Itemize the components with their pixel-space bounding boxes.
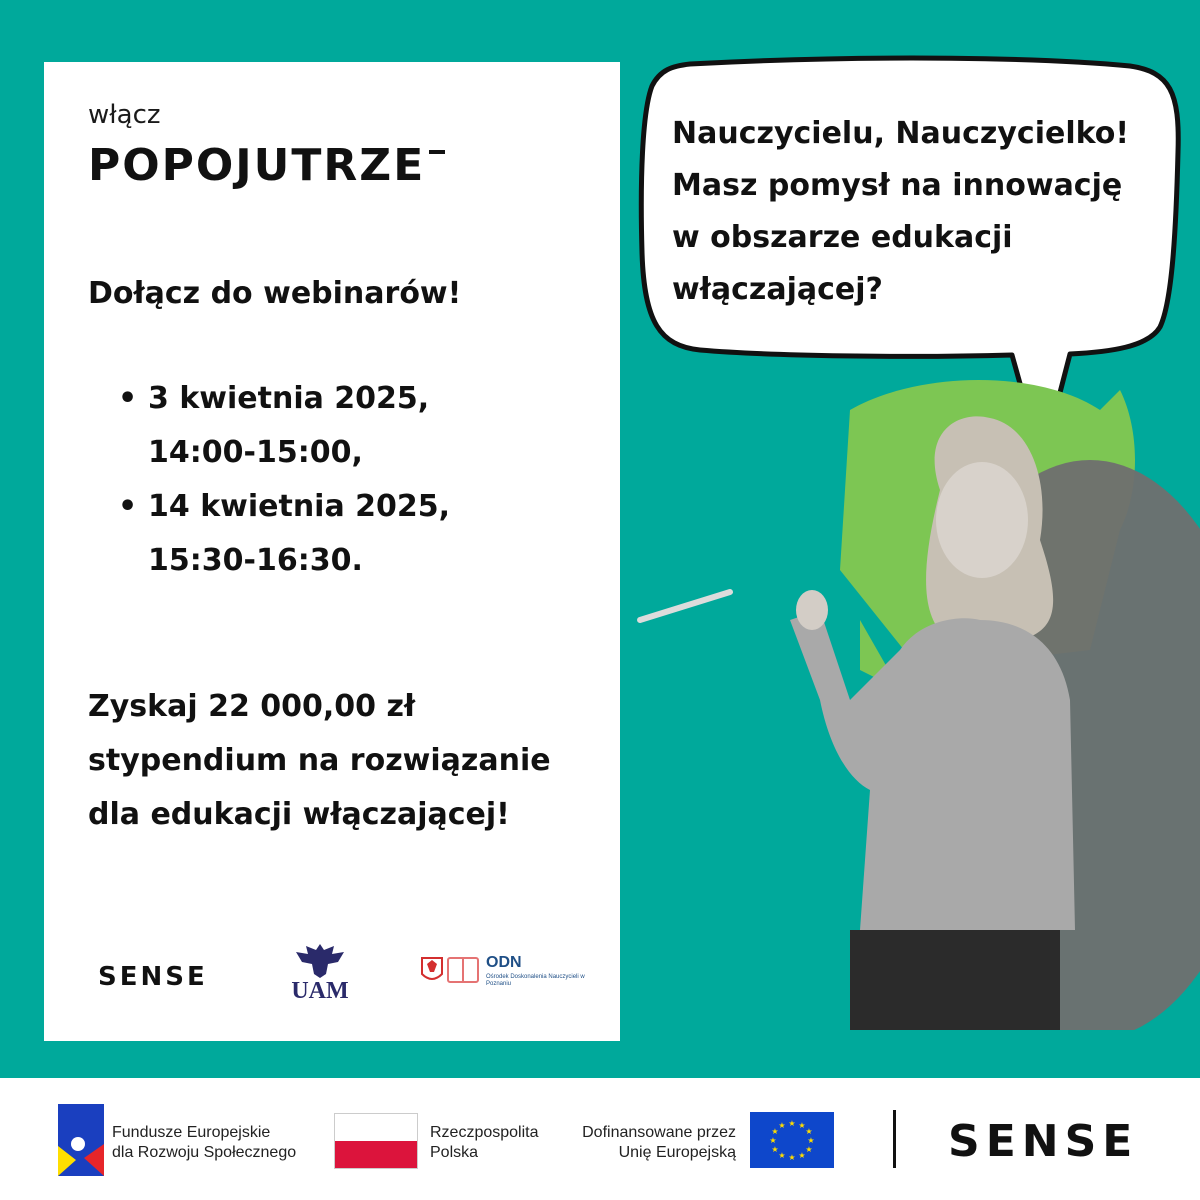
eu-cofinanced-line: Dofinansowane przez [582,1124,736,1141]
svg-text:★: ★ [771,1145,779,1154]
bubble-line: w obszarze edukacji [672,220,1013,255]
footer-bar [0,1078,1200,1200]
bubble-line: włączającej? [672,272,883,307]
bubble-line: Masz pomysł na innowację [672,168,1123,203]
footer-divider [893,1110,896,1168]
offer-line: dla edukacji włączającej! [88,797,510,832]
dates-list [118,372,528,588]
poland-line: Polska [430,1144,479,1161]
svg-text:★: ★ [788,1153,796,1162]
brand-logo [88,140,445,191]
eu-funds-text [112,1123,296,1163]
date-item [118,480,528,588]
date-item [118,372,528,480]
eu-funds-line: Fundusze Europejskie [112,1124,271,1141]
svg-text:★: ★ [805,1145,813,1154]
skirt [850,930,1060,1030]
date-item-day: 3 kwietnia 2025, [148,381,430,416]
svg-text:★: ★ [771,1127,779,1136]
sense-footer-logo: SENSE [948,1116,1139,1167]
odn-subtitle: Ośrodek Doskonalenia Nauczycieli w Poznaniu [486,974,585,987]
date-item-day: 14 kwietnia 2025, [148,489,451,524]
svg-text:★: ★ [807,1136,815,1145]
uam-text: UAM [291,978,349,1004]
eu-funds-icon [58,1104,104,1176]
pen [640,592,730,620]
sweater [790,610,1075,930]
odn-emblem-icon [420,954,482,988]
svg-text:★: ★ [798,1121,806,1130]
eu-funds-line: dla Rozwoju Społecznego [112,1144,297,1161]
svg-text:★: ★ [769,1136,777,1145]
partner-logos [88,940,608,1010]
poland-text [430,1123,539,1163]
face [936,462,1028,578]
eagle-icon [288,940,352,980]
date-item-time: 15:30-16:30. [148,543,363,578]
offer-line: stypendium na rozwiązanie [88,743,551,778]
svg-text:★: ★ [778,1121,786,1130]
bubble-text [672,108,1152,316]
poland-flag-icon [334,1113,418,1169]
svg-text:★: ★ [798,1151,806,1160]
eu-cofinanced-text [560,1123,736,1163]
eu-flag-icon [750,1112,834,1168]
eu-cofinanced-line: Unię Europejską [618,1144,736,1161]
scholarship-offer [88,680,598,842]
offer-line: Zyskaj 22 000,00 zł [88,689,416,724]
svg-text:★: ★ [805,1127,813,1136]
brand-dash [429,150,445,154]
webinar-heading: Dołącz do webinarów! [88,276,462,311]
brand-big-text: POPOJUTRZE [88,140,426,191]
odn-title: ODN [486,954,522,971]
bubble-line: Nauczycielu, Nauczycielko! [672,116,1130,151]
sense-logo: SENSE [98,962,208,992]
uam-logo [288,940,352,1008]
brand-small-text: włącz [88,100,161,130]
odn-logo [420,954,600,994]
hand [796,590,828,630]
teacher-photo [620,370,1200,1030]
date-item-time: 14:00-15:00, [148,435,363,470]
svg-text:★: ★ [788,1119,796,1128]
poland-line: Rzeczpospolita [430,1124,539,1141]
svg-text:★: ★ [778,1151,786,1160]
